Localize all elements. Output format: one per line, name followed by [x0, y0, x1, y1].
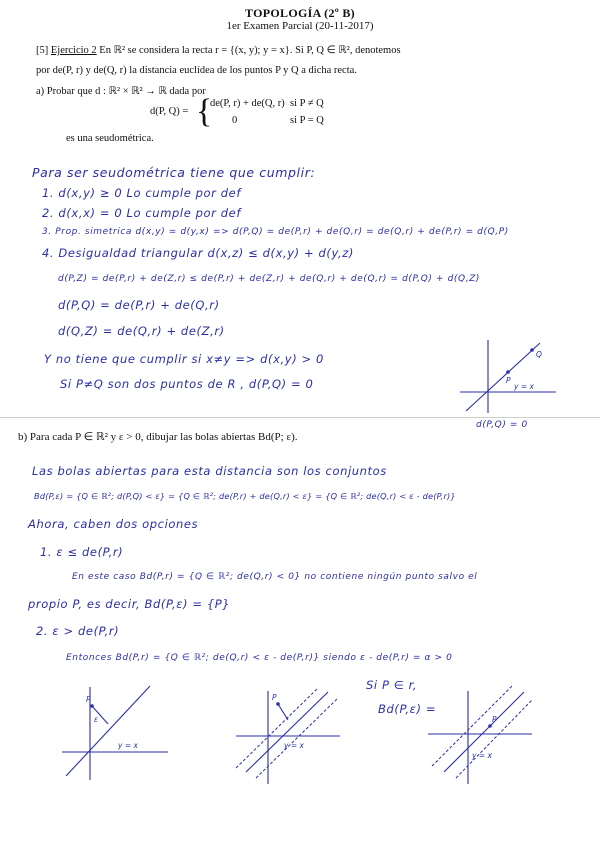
- hw-b-option-2-text: Entonces Bd(P,r) = {Q ∈ ℝ²; de(Q,r) < ε - de(P,r)} siendo ε - de(P,r) = α > 0: [66, 653, 453, 663]
- exercise-label: Ejercicio 2: [50, 45, 97, 56]
- exercise-line-2: por de(P, r) y de(Q, r) la distancia euclídea de los puntos P y Q a dicha recta.: [36, 65, 357, 76]
- fig-b1-line-y-eq-x: [66, 686, 150, 776]
- fig-b3-line-y-eq-x: [444, 692, 524, 772]
- fig-a-point-p: [506, 370, 510, 374]
- hw-a-item-2: 2. d(x,x) = 0 Lo cumple por def: [42, 206, 241, 220]
- fig-b1-label-line: y = x: [118, 741, 138, 750]
- hw-a-intro: Para ser seudométrica tiene que cumplir:: [32, 165, 316, 180]
- fig-a-caption: d(P,Q) = 0: [476, 420, 528, 430]
- hw-a-note: Y no tiene que cumplir si x≠y => d(x,y) > 0: [44, 352, 324, 366]
- figure-b-1: [60, 682, 170, 782]
- definition-brace: {: [196, 93, 213, 130]
- figure-part-a: [458, 335, 558, 415]
- hw-b-definition: Bd(P,ε) = {Q ∈ ℝ²; d(P,Q) < ε} = {Q ∈ ℝ²; de(P,r) + de(Q,r) < ε} = {Q ∈ ℝ²; de(Q,r) < ε - de(P,r)}: [34, 491, 456, 501]
- definition-case-2-expr: 0: [232, 115, 238, 126]
- fig-b3-label-line: y = x: [472, 751, 492, 760]
- fig-b3-band-lower: [456, 700, 532, 778]
- fig-b2-label-line: y = x: [284, 741, 304, 750]
- hw-b-option-1-text-2: propio P, es decir, Bd(P,ε) = {P}: [28, 597, 231, 611]
- fig-b1-label-p: P: [86, 695, 91, 704]
- fig-b1-label-e: ε: [94, 715, 99, 724]
- definition-lhs: d(P, Q) =: [150, 106, 189, 117]
- figure-b-2: [232, 686, 342, 786]
- fig-a-label-q: Q: [536, 350, 542, 359]
- hw-b-option-1-text: En este caso Bd(P,r) = {Q ∈ ℝ²; de(Q,r) < 0} no contiene ningún punto salvo el: [72, 572, 478, 582]
- part-a-statement: a) Probar que d : ℝ² × ℝ² → ℝ dada por: [36, 86, 206, 97]
- hw-a-dpq: d(P,Q) = de(P,r) + de(Q,r): [58, 298, 220, 312]
- hw-b-two-options: Ahora, caben dos opciones: [28, 517, 199, 531]
- page-title: TOPOLOGÍA (2º B): [245, 6, 355, 20]
- fig-b3-label-p: P: [492, 715, 497, 724]
- fig-a-label-p: P: [506, 376, 511, 385]
- definition-case-2-cond: si P = Q: [290, 115, 324, 126]
- hw-a-inequality: d(P,Z) = de(P,r) + de(Z,r) ≤ de(P,r) + de(Z,r) + de(Q,r) + de(Q,r) = d(P,Q) + d(Q,Z): [58, 274, 481, 284]
- section-divider: [0, 417, 600, 418]
- hw-a-note-2: Si P≠Q son dos puntos de R , d(P,Q) = 0: [60, 377, 314, 391]
- fig-a-point-q: [530, 348, 534, 352]
- fig-b3-point-p: [488, 724, 492, 728]
- hw-b-option-2: 2. ε > de(P,r): [36, 624, 120, 638]
- fig-b2-line-y-eq-x: [246, 692, 328, 772]
- figure-b-3: [424, 686, 534, 786]
- exercise-line-1-rest: En ℝ² se considera la recta r = {(x, y); y = x}. Si P, Q ∈ ℝ², denotemos: [99, 45, 401, 56]
- fig-a-label-line: y = x: [514, 382, 534, 391]
- definition-case-1-expr: de(P, r) + de(Q, r): [210, 98, 285, 109]
- fig-b2-band-upper: [236, 688, 318, 768]
- part-a-end: es una seudométrica.: [66, 133, 154, 144]
- hw-a-item-1: 1. d(x,y) ≥ 0 Lo cumple por def: [42, 186, 241, 200]
- hw-a-dqz: d(Q,Z) = de(Q,r) + de(Z,r): [58, 324, 225, 338]
- fig-b2-distance-segment: [278, 704, 288, 720]
- fig-a-line-y-eq-x: [466, 343, 540, 411]
- hw-b-note-2: Bd(P,ε) =: [378, 702, 437, 716]
- definition-case-1-cond: si P ≠ Q: [290, 98, 324, 109]
- exercise-number: [5]: [36, 45, 49, 56]
- fig-b2-label-p: P: [272, 693, 277, 702]
- page-subtitle: 1er Examen Parcial (20-11-2017): [226, 20, 374, 32]
- hw-b-intro: Las bolas abiertas para esta distancia son los conjuntos: [32, 464, 387, 478]
- hw-a-item-3: 3. Prop. simetrica d(x,y) = d(y,x) => d(P,Q) = de(P,r) + de(Q,r) = de(Q,r) + de(P,r) = d(Q,P): [42, 227, 509, 237]
- hw-b-option-1: 1. ε ≤ de(P,r): [40, 545, 124, 559]
- exercise-line-1: [36, 44, 401, 56]
- hw-a-item-4: 4. Desigualdad triangular d(x,z) ≤ d(x,y) + d(y,z): [42, 246, 354, 260]
- hw-b-note-1: Si P ∈ r,: [366, 678, 418, 692]
- part-b-statement: b) Para cada P ∈ ℝ² y ε > 0, dibujar las bolas abiertas Bd(P; ε).: [18, 431, 298, 443]
